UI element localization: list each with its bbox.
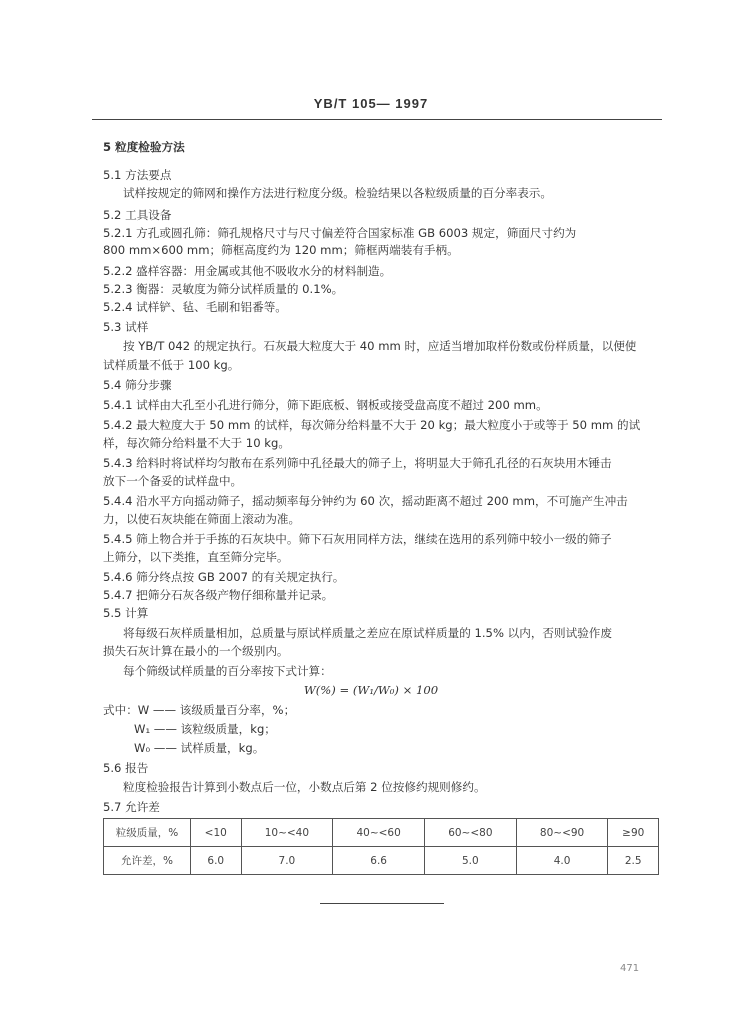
end-rule (320, 903, 444, 904)
text-line-s541: 5.4.1 试样由大孔至小孔进行筛分，筛下距底板、钢板或接受盘高度不超过 200 mm。 (103, 398, 548, 412)
text-line-s51a: 试样按规定的筛网和操作方法进行粒度分级。检验结果以各粒级质量的百分率表示。 (123, 186, 552, 200)
text-line-s543b: 放下一个备妥的试样盘中。 (103, 474, 243, 488)
table-cell: 6.6 (333, 847, 425, 875)
tolerance-table (103, 818, 659, 875)
text-line-s523: 5.2.3 衡器：灵敏度为筛分试样质量的 0.1%。 (103, 282, 344, 296)
text-line-s542a: 5.4.2 最大粒度大于 50 mm 的试样，每次筛分给料量不大于 20 kg；最大粒度小于或等于 50 mm 的试 (103, 418, 641, 432)
text-line-s542b: 样，每次筛分给料量不大于 10 kg。 (103, 436, 290, 450)
table-cell: 60~<80 (424, 819, 516, 847)
text-line-s56: 5.6 报告 (103, 761, 149, 775)
table-cell: 40~<60 (333, 819, 425, 847)
row-header-tolerance: 允许差，% (104, 847, 191, 875)
table-row (104, 819, 659, 847)
text-line-s55b: 损失石灰计算在最小的一个级别内。 (103, 644, 289, 658)
table-cell: 6.0 (191, 847, 242, 875)
text-line-s51: 5.1 方法要点 (103, 168, 172, 182)
text-line-s56a: 粒度检验报告计算到小数点后一位，小数点后第 2 位按修约规则修约。 (123, 780, 486, 794)
standard-code-header: YB/T 105— 1997 (313, 96, 429, 111)
table-cell: 5.0 (424, 847, 516, 875)
text-line-s55d: 式中：W —— 该级质量百分率，%； (103, 703, 296, 717)
text-line-s57: 5.7 允许差 (103, 800, 160, 814)
text-line-s52: 5.2 工具设备 (103, 208, 172, 222)
table-cell: ≥90 (608, 819, 659, 847)
table-cell: 80~<90 (516, 819, 608, 847)
table-cell: 2.5 (608, 847, 659, 875)
page-number: 471 (620, 963, 640, 974)
header-rule (92, 119, 662, 120)
text-line-s55e: W₁ —— 该粒级质量，kg； (134, 722, 276, 736)
row-header-fraction: 粒级质量，% (104, 819, 191, 847)
text-line-s521a: 5.2.1 方孔或圆孔筛：筛孔规格尺寸与尺寸偏差符合国家标准 GB 6003 规定，筛面尺寸约为 (103, 226, 577, 240)
text-line-s55: 5.5 计算 (103, 606, 149, 620)
table-cell: 4.0 (516, 847, 608, 875)
table-row (104, 847, 659, 875)
text-line-s55c: 每个筛级试样质量的百分率按下式计算： (123, 664, 332, 678)
text-line-s55f: W₀ —— 试样质量，kg。 (134, 741, 265, 755)
table-cell: <10 (191, 819, 242, 847)
text-line-s5: 5 粒度检验方法 (103, 140, 185, 154)
text-line-s55a: 将每级石灰样质量相加，总质量与原试样质量之差应在原试样质量的 1.5% 以内，否则试验作废 (123, 626, 612, 640)
table-cell: 10~<40 (241, 819, 333, 847)
text-line-s521b: 800 mm×600 mm；筛框高度约为 120 mm；筛框两端装有手柄。 (103, 243, 459, 257)
text-line-s545b: 上筛分，以下类推，直至筛分完毕。 (103, 550, 289, 564)
table-cell: 7.0 (241, 847, 333, 875)
text-line-s53b: 试样质量不低于 100 kg。 (103, 358, 240, 372)
text-line-s53a: 按 YB/T 042 的规定执行。石灰最大粒度大于 40 mm 时，应适当增加取样份数或份样质量，以便使 (123, 339, 637, 353)
text-line-s547: 5.4.7 把筛分石灰各级产物仔细称量并记录。 (103, 588, 334, 602)
text-line-s543a: 5.4.3 给料时将试样均匀散布在系列筛中孔径最大的筛子上，将明显大于筛孔孔径的石灰块用木锤击 (103, 456, 612, 470)
text-line-s522: 5.2.2 盛样容器：用金属或其他不吸收水分的材料制造。 (103, 264, 392, 278)
text-line-s544b: 力，以使石灰块能在筛面上滚动为准。 (103, 512, 301, 526)
text-line-s545a: 5.4.5 筛上物合并于手拣的石灰块中。筛下石灰用同样方法，继续在选用的系列筛中较小一级的筛子 (103, 532, 612, 546)
text-line-s544a: 5.4.4 沿水平方向摇动筛子，摇动频率每分钟约为 60 次，摇动距离不超过 200 mm，不可施产生冲击 (103, 494, 628, 508)
text-line-s54: 5.4 筛分步骤 (103, 378, 172, 392)
percentage-formula: W(%) = (W₁/W₀) × 100 (303, 683, 439, 697)
text-line-s53: 5.3 试样 (103, 320, 149, 334)
text-line-s546: 5.4.6 筛分终点按 GB 2007 的有关规定执行。 (103, 570, 345, 584)
text-line-s524: 5.2.4 试样铲、毡、毛刷和铝番等。 (103, 300, 287, 314)
